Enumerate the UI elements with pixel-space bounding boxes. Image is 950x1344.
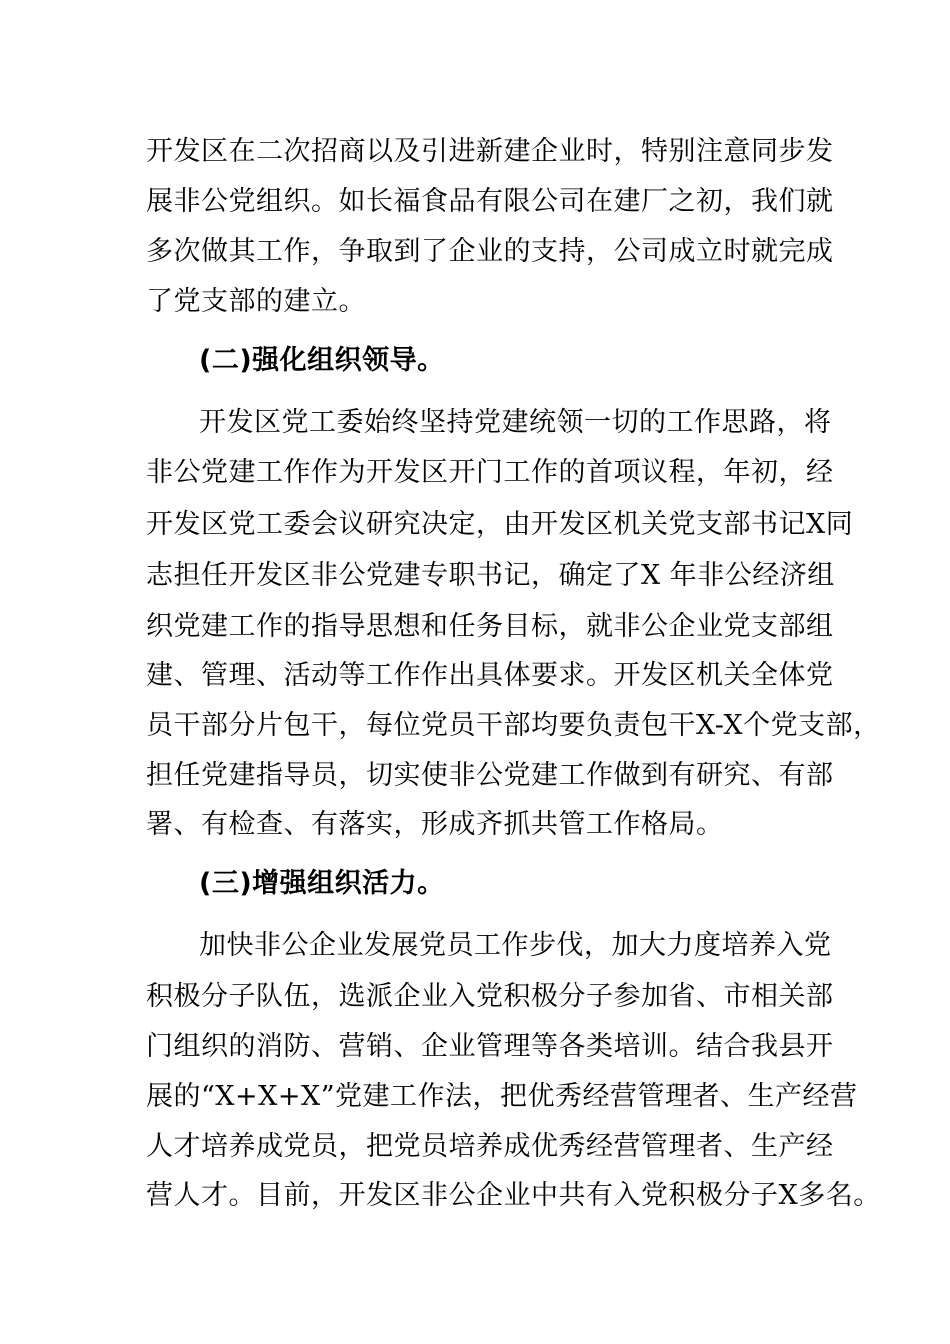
- paragraph-line: 展非公党组织。如长福食品有限公司在建厂之初，我们就: [146, 186, 834, 217]
- paragraph-line: 积极分子队伍，选派企业入党积极分子参加省、市相关部: [146, 981, 834, 1012]
- paragraph-line: 织党建工作的指导思想和任务目标，就非公企业党支部组: [146, 611, 834, 642]
- paragraph-line: 建、管理、活动等工作作出具体要求。开发区机关全体党: [146, 660, 834, 691]
- section-heading-3: (三)增强组织活力。: [199, 868, 445, 899]
- paragraph-line: 了党支部的建立。: [146, 286, 366, 317]
- paragraph-line: 展的“X+X+X”党建工作法，把优秀经营管理者、生产经营: [146, 1081, 858, 1112]
- paragraph-line: 开发区在二次招商以及引进新建企业时，特别注意同步发: [146, 136, 834, 167]
- paragraph-line: 非公党建工作作为开发区开门工作的首项议程，年初，经: [146, 457, 834, 488]
- paragraph-line: 志担任开发区非公党建专职书记，确定了X 年非公经济组: [146, 560, 835, 591]
- paragraph-line: 署、有检查、有落实，形成齐抓共管工作格局。: [146, 809, 724, 840]
- paragraph-line: 加快非公企业发展党员工作步伐，加大力度培养入党: [199, 930, 832, 961]
- paragraph-line: 开发区党工委会议研究决定，由开发区机关党支部书记X同: [146, 509, 854, 540]
- paragraph-line: 人才培养成党员，把党员培养成优秀经营管理者、生产经: [146, 1131, 834, 1162]
- paragraph-line: 门组织的消防、营销、企业管理等各类培训。结合我县开: [146, 1031, 834, 1062]
- paragraph-line: 担任党建指导员，切实使非公党建工作做到有研究、有部: [146, 760, 834, 791]
- paragraph-line: 营人才。目前，开发区非公企业中共有入党积极分子X多名。: [146, 1180, 881, 1211]
- paragraph-line: 开发区党工委始终坚持党建统领一切的工作思路，将: [199, 407, 832, 438]
- paragraph-line: 多次做其工作，争取到了企业的支持，公司成立时就完成: [146, 236, 834, 267]
- section-heading-2: (二)强化组织领导。: [199, 345, 445, 376]
- paragraph-line: 员干部分片包干，每位党员干部均要负责包干X-X个党支部，: [146, 710, 881, 741]
